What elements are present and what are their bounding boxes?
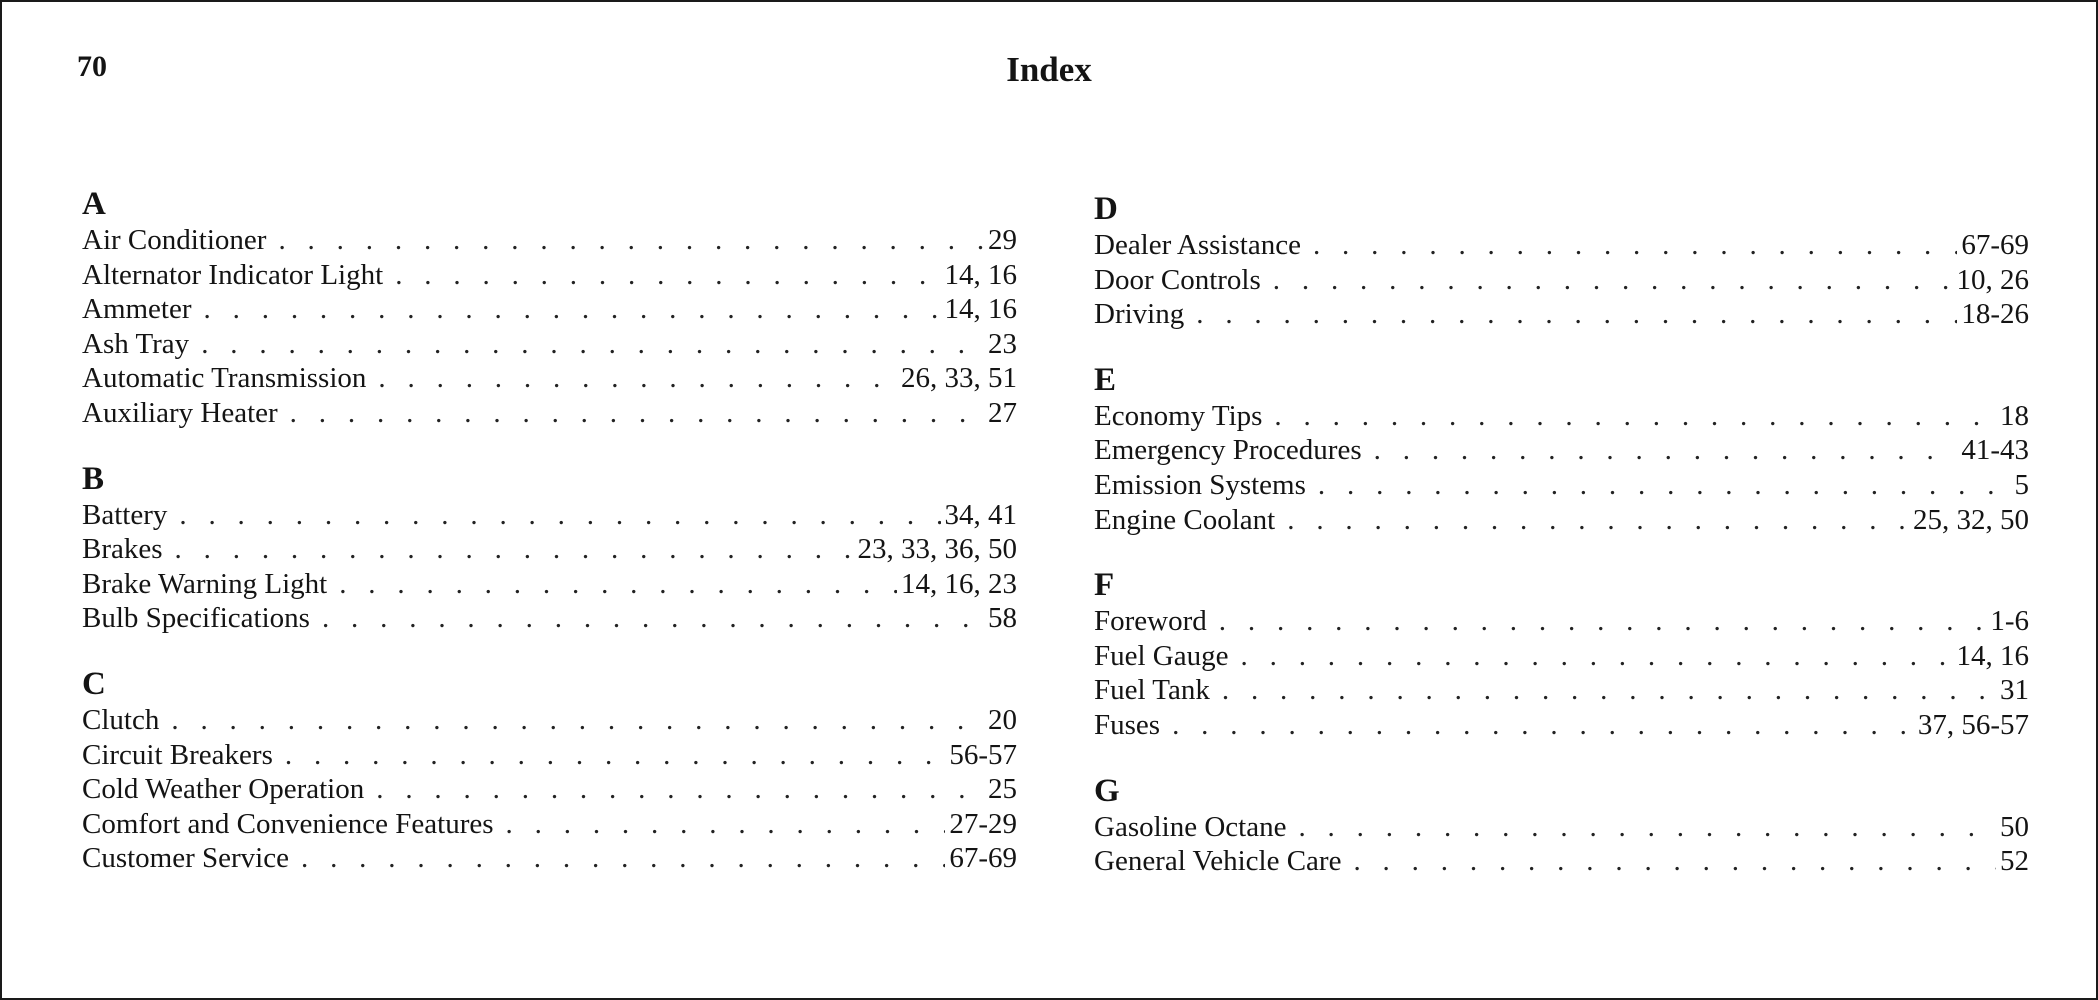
dot-leader — [1287, 503, 1909, 538]
index-entry — [82, 567, 1017, 602]
entry-label: Automatic Transmission — [82, 362, 367, 395]
dot-leader — [378, 361, 897, 396]
index-entry — [1094, 297, 2029, 332]
entry-label: Cold Weather Operation — [82, 773, 365, 806]
section-letter: B — [82, 460, 105, 497]
entry-pages: 37, 56-57 — [1917, 708, 2029, 741]
entry-pages: 14, 16, 23 — [901, 567, 1017, 600]
entry-label: Fuel Tank — [1094, 674, 1210, 707]
entry-pages: 29 — [988, 224, 1017, 256]
page-title: Index — [1006, 50, 1092, 89]
dot-leader — [1222, 673, 1996, 708]
dot-leader — [339, 567, 897, 602]
entry-label: Brake Warning Light — [82, 567, 328, 600]
entry-pages: 18-26 — [1961, 298, 2029, 331]
index-section-a — [82, 185, 1017, 431]
entry-pages: 5 — [2014, 468, 2029, 501]
entry-pages: 41-43 — [1961, 434, 2029, 467]
entry-label: Gasoline Octane — [1094, 810, 1287, 843]
index-entry — [82, 361, 1017, 396]
index-entry — [82, 703, 1017, 738]
entry-label: Bulb Specifications — [82, 602, 310, 635]
index-entry — [82, 532, 1017, 567]
entry-pages: 20 — [988, 703, 1017, 736]
entry-pages: 23 — [988, 327, 1017, 360]
dot-leader — [1274, 399, 1996, 434]
index-entry — [1094, 433, 2029, 468]
dot-leader — [506, 807, 946, 842]
entry-pages: 56-57 — [949, 738, 1017, 771]
entry-pages: 14, 16 — [944, 293, 1017, 326]
dot-leader — [278, 223, 984, 258]
section-letter: G — [1094, 772, 1120, 809]
dot-leader — [1172, 708, 1914, 743]
entry-label: Circuit Breakers — [82, 738, 273, 771]
index-entry — [82, 327, 1017, 362]
entry-pages: 58 — [988, 602, 1017, 635]
entry-label: Air Conditioner — [82, 224, 267, 256]
index-section-d — [1094, 190, 2029, 332]
dot-leader — [171, 703, 984, 738]
entry-label: Fuses — [1094, 708, 1161, 741]
entry-label: Clutch — [82, 703, 160, 736]
entry-label: Fuel Gauge — [1094, 639, 1229, 672]
dot-leader — [204, 292, 941, 327]
dot-leader — [395, 258, 940, 293]
index-entry — [82, 258, 1017, 293]
entry-pages: 31 — [2000, 674, 2029, 707]
section-letter: D — [1094, 191, 1118, 227]
dot-leader — [1196, 297, 1957, 332]
index-entry — [1094, 708, 2029, 743]
index-entry — [82, 498, 1017, 533]
entry-label: Alternator Indicator Light — [82, 258, 384, 291]
index-entry — [82, 738, 1017, 773]
entry-label: Door Controls — [1094, 263, 1261, 296]
index-section-f — [1094, 566, 2029, 742]
dot-leader — [1273, 263, 1953, 298]
entry-label: Driving — [1094, 298, 1185, 331]
section-letter: E — [1094, 361, 1117, 398]
index-section-e — [1094, 361, 2029, 537]
entry-label: Battery — [82, 498, 168, 531]
index-entry — [1094, 503, 2029, 538]
index-entry — [1094, 673, 2029, 708]
dot-leader — [301, 841, 945, 876]
entry-pages: 67-69 — [949, 842, 1017, 875]
entry-pages: 14, 16 — [944, 258, 1017, 291]
dot-leader — [290, 396, 984, 431]
section-letter: A — [82, 186, 106, 222]
page-number: 70 — [77, 50, 107, 83]
entry-pages: 27 — [988, 396, 1017, 429]
entry-label: Customer Service — [82, 842, 289, 875]
entry-label: Emission Systems — [1094, 468, 1306, 501]
dot-leader — [1313, 228, 1957, 263]
index-entry — [1094, 399, 2029, 434]
entry-label: Ammeter — [82, 293, 192, 326]
index-column-left — [82, 185, 1017, 905]
entry-label: Auxiliary Heater — [82, 396, 278, 429]
entry-label: Foreword — [1094, 605, 1207, 638]
dot-leader — [1353, 844, 1996, 879]
entry-pages: 34, 41 — [944, 498, 1017, 531]
entry-pages: 23, 33, 36, 50 — [857, 533, 1017, 566]
entry-label: Ash Tray — [82, 327, 190, 360]
dot-leader — [1298, 810, 1996, 845]
dot-leader — [179, 498, 940, 533]
index-entry — [82, 396, 1017, 431]
entry-pages: 25, 32, 50 — [1913, 503, 2029, 536]
section-letter: C — [82, 665, 106, 702]
index-entry — [1094, 228, 2029, 263]
index-section-c — [82, 665, 1017, 876]
entry-pages: 50 — [2000, 810, 2029, 843]
dot-leader — [322, 601, 984, 636]
entry-label: Economy Tips — [1094, 399, 1263, 432]
dot-leader — [376, 772, 984, 807]
entry-label: Engine Coolant — [1094, 503, 1276, 536]
index-entry — [82, 841, 1017, 876]
entry-pages: 10, 26 — [1956, 263, 2029, 296]
dot-leader — [175, 532, 854, 567]
index-entry — [1094, 844, 2029, 879]
dot-leader — [1374, 433, 1958, 468]
dot-leader — [285, 738, 945, 773]
index-entry — [1094, 810, 2029, 845]
index-entry — [82, 292, 1017, 327]
dot-leader — [1219, 604, 1987, 639]
entry-pages: 26, 33, 51 — [901, 362, 1017, 395]
index-entry — [82, 223, 1017, 258]
entry-pages: 1-6 — [1990, 605, 2029, 638]
index-entry — [82, 807, 1017, 842]
section-letter: F — [1094, 567, 1115, 604]
entry-pages: 52 — [2000, 845, 2029, 878]
index-entry — [1094, 263, 2029, 298]
index-entry — [1094, 468, 2029, 503]
index-section-b — [82, 460, 1017, 636]
entry-label: General Vehicle Care — [1094, 845, 1342, 878]
index-entry — [1094, 639, 2029, 674]
entry-pages: 27-29 — [949, 807, 1017, 840]
entry-label: Dealer Assistance — [1094, 229, 1301, 261]
entry-label: Comfort and Convenience Features — [82, 807, 494, 840]
entry-label: Brakes — [82, 533, 163, 566]
index-section-g — [1094, 772, 2029, 879]
index-entry — [1094, 604, 2029, 639]
entry-pages: 18 — [2000, 399, 2029, 432]
index-entry — [82, 772, 1017, 807]
entry-pages: 25 — [988, 773, 1017, 806]
dot-leader — [1318, 468, 2011, 503]
index-column-right — [1094, 190, 2029, 908]
entry-pages: 14, 16 — [1956, 639, 2029, 672]
entry-pages: 67-69 — [1961, 229, 2029, 261]
dot-leader — [201, 327, 984, 362]
index-entry — [82, 601, 1017, 636]
dot-leader — [1241, 639, 1953, 674]
entry-label: Emergency Procedures — [1094, 434, 1362, 467]
